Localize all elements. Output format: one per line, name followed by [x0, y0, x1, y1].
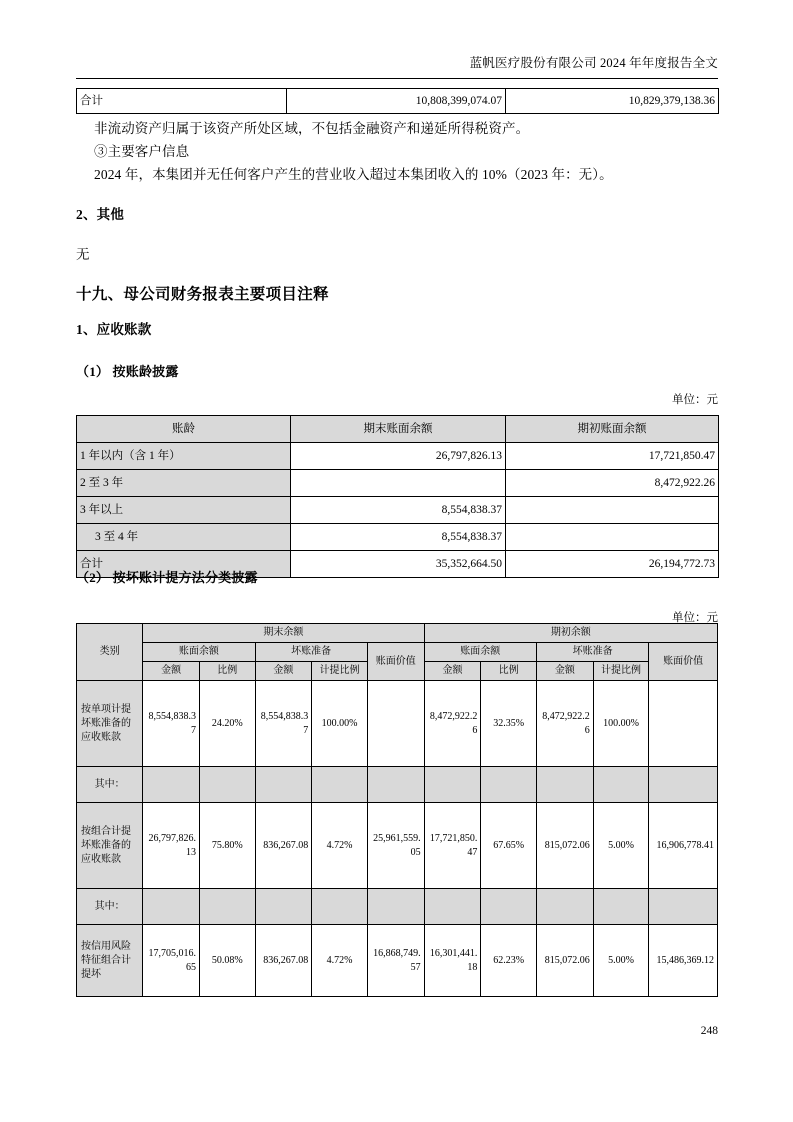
cell-end-prov-ratio: 4.72%	[312, 925, 368, 997]
aging-label-total: 合计	[77, 551, 291, 578]
cell-begin-ratio	[481, 889, 537, 925]
col-header-end-ratio: 比例	[199, 662, 255, 681]
cell-begin-amount	[424, 889, 481, 925]
row-category: 按组合计提坏账准备的应收账款	[77, 803, 143, 889]
cell-end-book-value	[367, 767, 424, 803]
cell-end-ratio	[199, 889, 255, 925]
other-body-text: 无	[76, 247, 90, 262]
aging-end-value: 8,554,838.37	[291, 497, 506, 524]
cell-end-book-value	[367, 681, 424, 767]
aging-begin-value	[506, 497, 719, 524]
cell-begin-prov-amount	[536, 889, 593, 925]
total-label: 合计	[77, 89, 287, 114]
cell-begin-prov-ratio: 5.00%	[593, 803, 649, 889]
row-category: 其中：	[77, 889, 143, 925]
table-row	[77, 803, 718, 889]
cell-begin-amount: 16,301,441.18	[424, 925, 481, 997]
cell-end-prov-amount	[255, 767, 312, 803]
aging-end-value: 8,554,838.37	[291, 524, 506, 551]
col-header-begin-provision: 坏账准备	[536, 643, 648, 662]
running-header: 蓝帆医疗股份有限公司 2024 年年度报告全文	[469, 56, 718, 70]
table-row	[77, 497, 719, 524]
col-header-begin-prov-amount: 金额	[536, 662, 593, 681]
cell-begin-amount: 17,721,850.47	[424, 803, 481, 889]
table-header-row-2	[77, 643, 718, 662]
cell-end-amount	[143, 889, 200, 925]
cell-end-prov-amount: 836,267.08	[255, 925, 312, 997]
cell-begin-prov-amount: 8,472,922.26	[536, 681, 593, 767]
col-header-category: 类别	[77, 624, 143, 681]
paragraph-major-customers-heading: ③主要客户信息	[94, 144, 190, 159]
aging-end-value	[291, 470, 506, 497]
table-row	[77, 89, 719, 114]
aging-table	[76, 415, 719, 578]
table-row	[77, 767, 718, 803]
aging-label: 3 年以上	[77, 497, 291, 524]
heading-other: 2、其他	[76, 207, 125, 222]
cell-begin-book-value	[649, 889, 718, 925]
col-header-begin-book-value: 账面价值	[649, 643, 718, 681]
aging-end-value: 26,797,826.13	[291, 443, 506, 470]
col-header-end-prov-amount: 金额	[255, 662, 312, 681]
row-category: 其中：	[77, 767, 143, 803]
baddebt-method-table	[76, 623, 718, 997]
table-row	[77, 443, 719, 470]
row-category: 按信用风险特征组合计提坏	[77, 925, 143, 997]
cell-begin-prov-ratio	[593, 889, 649, 925]
cell-begin-ratio: 67.65%	[481, 803, 537, 889]
header-rule	[76, 78, 718, 79]
cell-end-amount: 26,797,826.13	[143, 803, 200, 889]
cell-end-amount: 8,554,838.37	[143, 681, 200, 767]
col-header-end-amount: 金额	[143, 662, 200, 681]
cell-end-prov-ratio	[312, 889, 368, 925]
cell-begin-ratio	[481, 767, 537, 803]
col-header-end-provision: 坏账准备	[255, 643, 367, 662]
cell-begin-ratio: 32.35%	[481, 681, 537, 767]
page-number: 248	[700, 1025, 718, 1037]
total-end-value: 10,808,399,074.07	[287, 89, 506, 114]
cell-begin-book-value	[649, 681, 718, 767]
cell-end-book-value: 16,868,749.57	[367, 925, 424, 997]
cell-begin-prov-ratio: 100.00%	[593, 681, 649, 767]
table-row	[77, 524, 719, 551]
cell-end-amount: 17,705,016.65	[143, 925, 200, 997]
col-header-group-end: 期末余额	[143, 624, 424, 643]
table-row	[77, 889, 718, 925]
table-row	[77, 925, 718, 997]
aging-label: 3 至 4 年	[77, 524, 291, 551]
col-header-begin-ratio: 比例	[481, 662, 537, 681]
cell-end-prov-ratio: 100.00%	[312, 681, 368, 767]
heading-parent-company-notes: 十九、母公司财务报表主要项目注释	[76, 286, 329, 303]
cell-begin-amount: 8,472,922.26	[424, 681, 481, 767]
col-header-end-balance: 期末账面余额	[291, 416, 506, 443]
aging-end-total: 35,352,664.50	[291, 551, 506, 578]
heading-accounts-receivable: 1、应收账款	[76, 322, 152, 337]
cell-begin-prov-ratio	[593, 767, 649, 803]
col-header-end-book-balance: 账面余额	[143, 643, 255, 662]
cell-end-ratio: 75.80%	[199, 803, 255, 889]
cell-end-book-value: 25,961,559.05	[367, 803, 424, 889]
cell-end-ratio: 50.08%	[199, 925, 255, 997]
col-header-end-book-value: 账面价值	[367, 643, 424, 681]
col-header-begin-book-balance: 账面余额	[424, 643, 536, 662]
heading-aging-disclosure: （1） 按账龄披露	[76, 364, 179, 379]
aging-begin-total: 26,194,772.73	[506, 551, 719, 578]
col-header-begin-balance: 期初账面余额	[506, 416, 719, 443]
cell-begin-ratio: 62.23%	[481, 925, 537, 997]
col-header-end-prov-ratio: 计提比例	[312, 662, 368, 681]
cell-end-prov-amount: 836,267.08	[255, 803, 312, 889]
table-row	[77, 681, 718, 767]
cell-end-amount	[143, 767, 200, 803]
cell-end-prov-ratio: 4.72%	[312, 803, 368, 889]
aging-begin-value	[506, 524, 719, 551]
col-header-begin-prov-ratio: 计提比例	[593, 662, 649, 681]
cell-begin-prov-ratio: 5.00%	[593, 925, 649, 997]
aging-label: 2 至 3 年	[77, 470, 291, 497]
table-row	[77, 470, 719, 497]
cell-begin-amount	[424, 767, 481, 803]
paragraph-major-customers-body: 2024 年，本集团并无任何客户产生的营业收入超过本集团收入的 10%（2023 年：无）。	[94, 167, 613, 182]
cell-begin-book-value	[649, 767, 718, 803]
col-header-group-begin: 期初余额	[424, 624, 717, 643]
cell-end-prov-ratio	[312, 767, 368, 803]
row-category: 按单项计提坏账准备的应收账款	[77, 681, 143, 767]
total-begin-value: 10,829,379,138.36	[506, 89, 719, 114]
table-header-row-1	[77, 624, 718, 643]
table-header-row	[77, 416, 719, 443]
aging-begin-value: 17,721,850.47	[506, 443, 719, 470]
paragraph-noncurrent-assets: 非流动资产归属于该资产所处区域，不包括金融资产和递延所得税资产。	[94, 121, 530, 136]
cell-begin-prov-amount: 815,072.06	[536, 803, 593, 889]
heading-baddebt-disclosure: （2） 按坏账计提方法分类披露	[76, 570, 258, 585]
unit-label-baddebt: 单位：元	[672, 612, 718, 624]
cell-end-ratio: 24.20%	[199, 681, 255, 767]
cell-end-prov-amount	[255, 889, 312, 925]
cell-end-prov-amount: 8,554,838.37	[255, 681, 312, 767]
aging-label: 1 年以内（含 1 年）	[77, 443, 291, 470]
cell-begin-prov-amount: 815,072.06	[536, 925, 593, 997]
cell-end-book-value	[367, 889, 424, 925]
cell-begin-prov-amount	[536, 767, 593, 803]
col-header-aging: 账龄	[77, 416, 291, 443]
aging-begin-value: 8,472,922.26	[506, 470, 719, 497]
col-header-begin-amount: 金额	[424, 662, 481, 681]
unit-label-aging: 单位：元	[672, 394, 718, 406]
continued-total-table	[76, 88, 719, 114]
cell-begin-book-value: 16,906,778.41	[649, 803, 718, 889]
cell-begin-book-value: 15,486,369.12	[649, 925, 718, 997]
cell-end-ratio	[199, 767, 255, 803]
